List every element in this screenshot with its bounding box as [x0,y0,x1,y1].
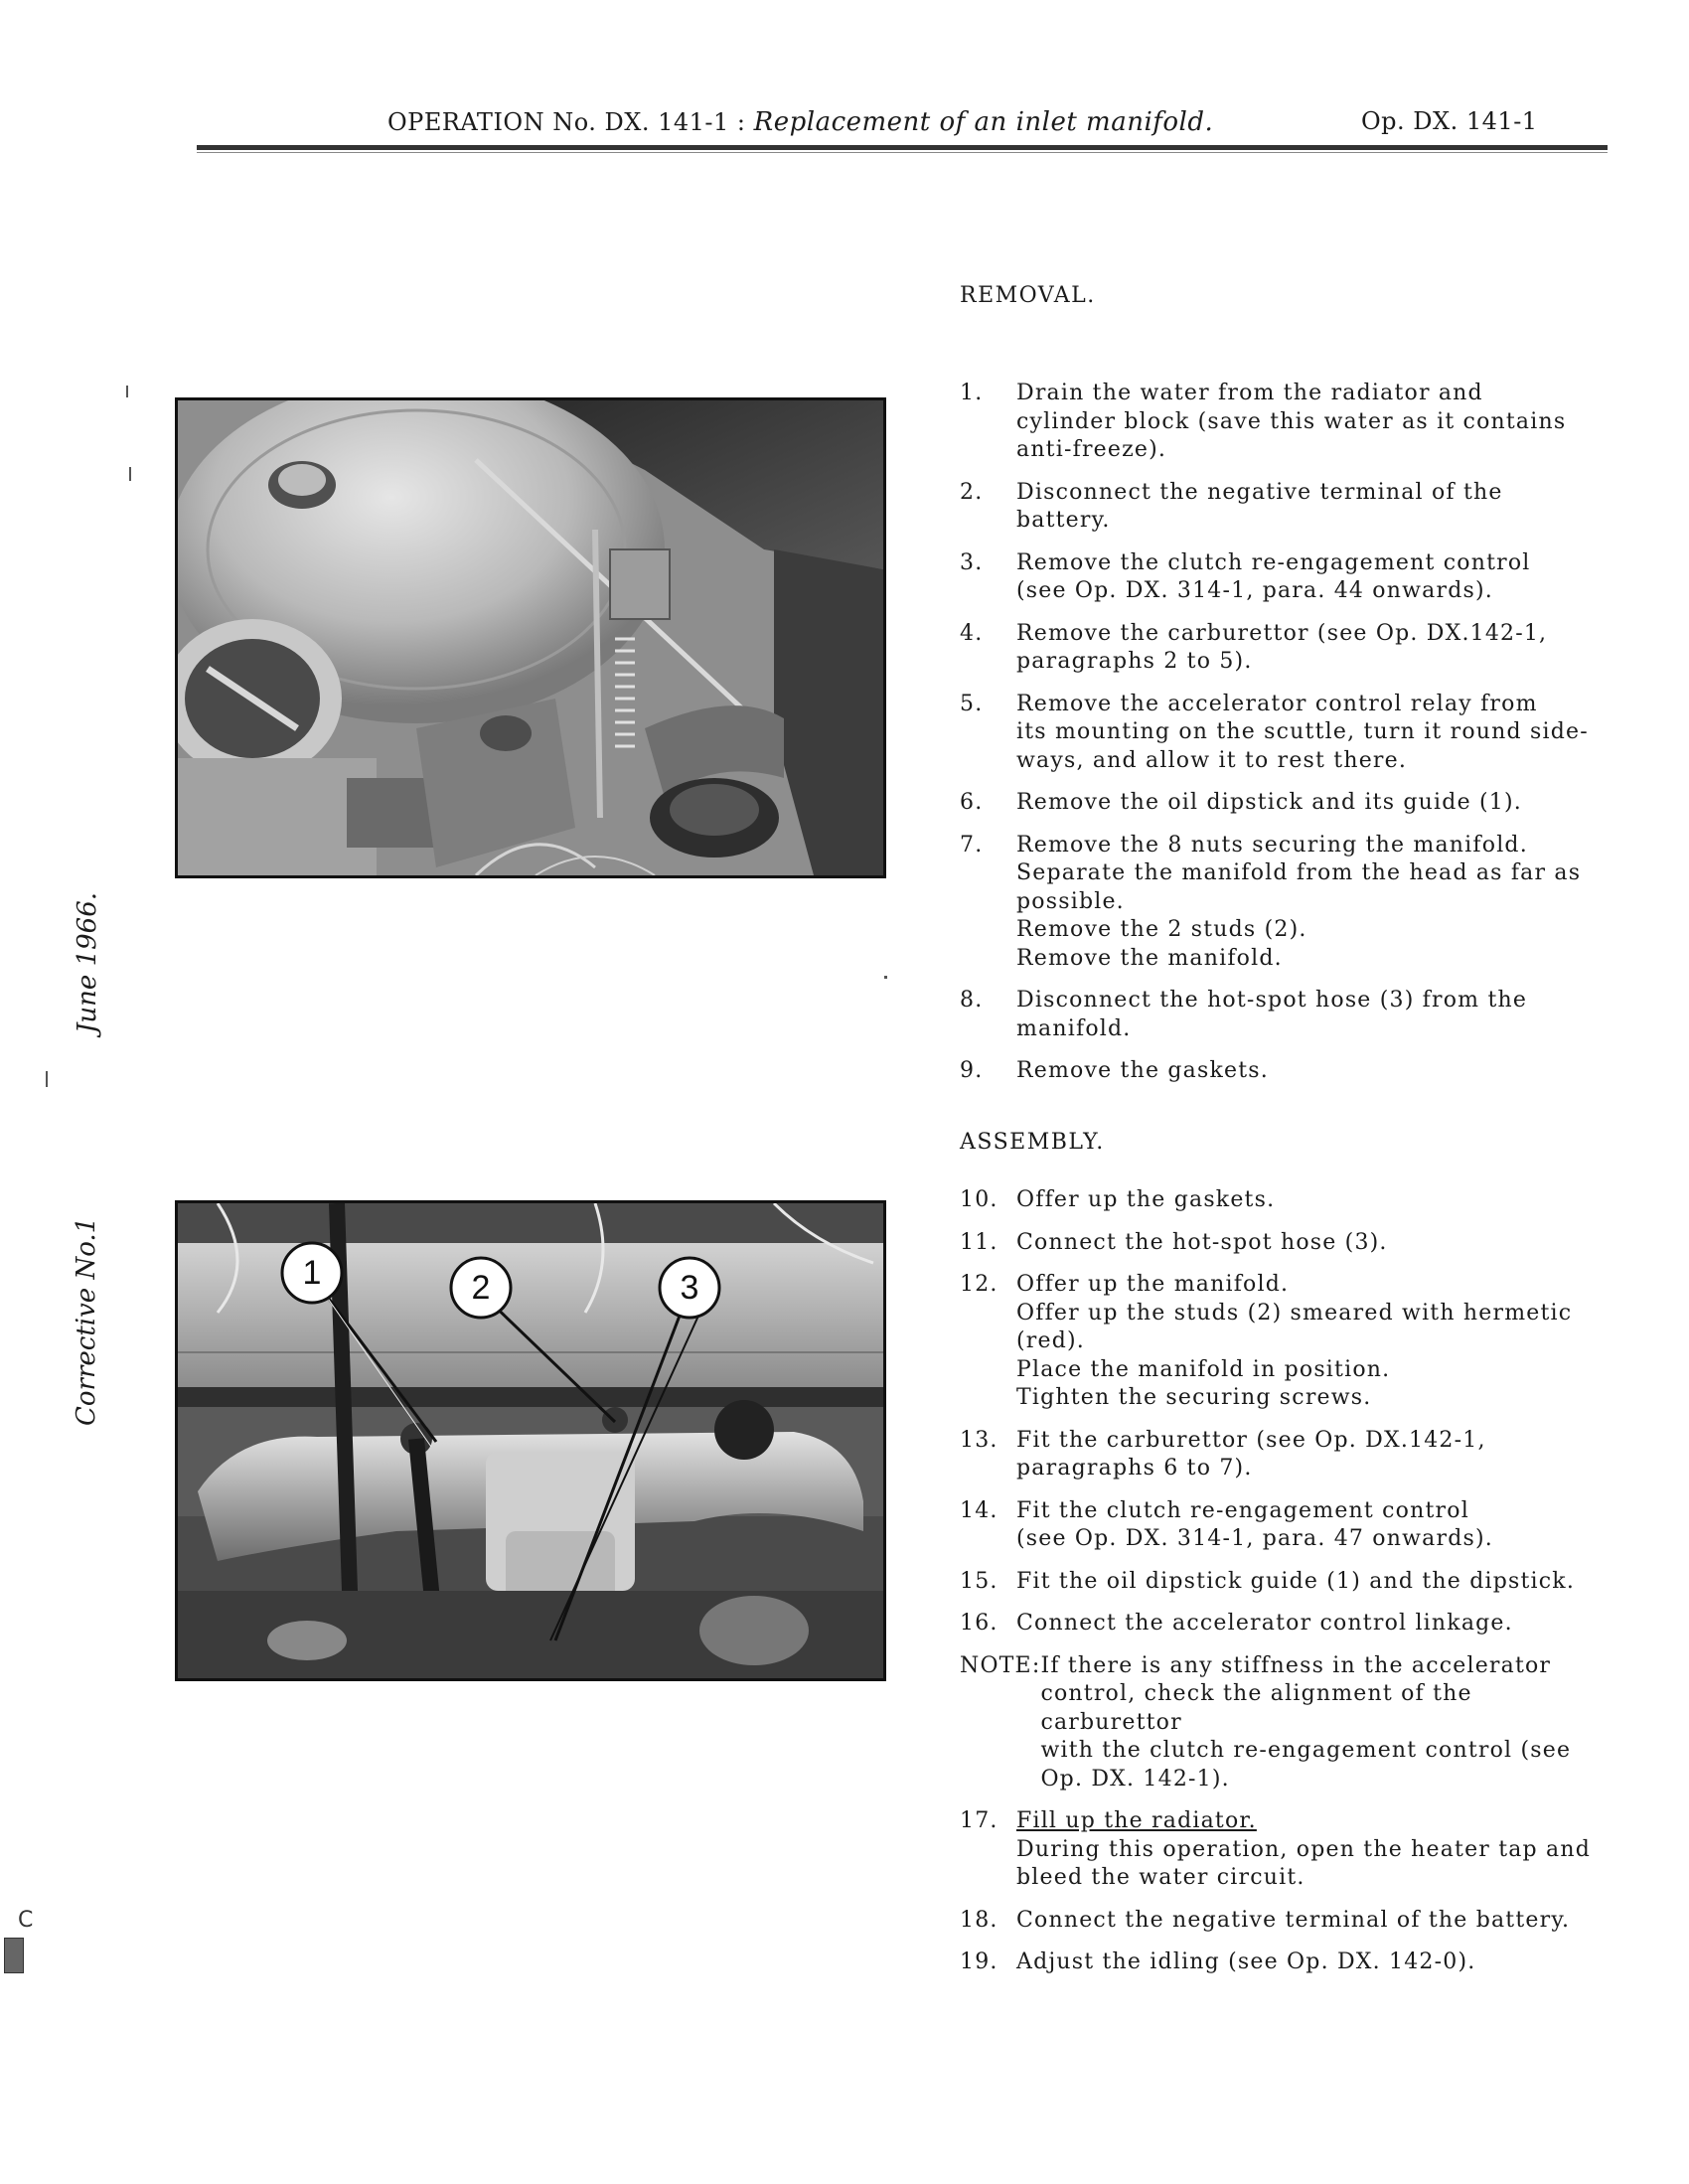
step-number: 13. [960,1427,998,1453]
step-item [960,1271,1615,1413]
removal-steps [960,380,1615,1100]
step-item [960,1427,1615,1483]
step-text: Remove the carburettor (see Op. DX.142-1, paragraphs 2 to 5). [1016,620,1548,674]
stray-mark [46,1071,48,1087]
step-text: Offer up the gaskets. [1016,1187,1276,1212]
operation-title: Replacement of an inlet manifold. [753,107,1214,137]
step-item [960,1186,1615,1215]
stray-mark [129,467,131,481]
step-text: Offer up the manifold. Offer up the studs (2) smeared with hermetic (red). Place the manifold in position. Tighten the securing screws. [1016,1272,1573,1410]
step-text: Remove the accelerator control relay from its mounting on the scuttle, turn it round side- ways, and allow it to rest there. [1016,691,1589,773]
step-number: 11. [960,1229,998,1255]
step-number: 10. [960,1187,998,1212]
header-op-ref: Op. DX. 141-1 [1361,107,1538,135]
callout-1 [282,1243,342,1303]
corner-block [4,1938,24,1973]
step-number: 15. [960,1568,998,1594]
step-item [960,832,1615,974]
header-rule [197,145,1608,150]
engine-photo-assembly [175,1200,886,1681]
step-text: Fit the clutch re-engagement control (see Op. DX. 314-1, para. 47 onwards). [1016,1497,1493,1551]
stray-mark [884,976,887,979]
step-number: 3. [960,549,984,575]
step-number: 9. [960,1058,984,1083]
step-number: 7. [960,832,984,858]
step-number: 4. [960,620,984,646]
section-title-removal: REMOVAL. [960,283,1096,308]
callout-2 [451,1258,511,1318]
step-item [960,479,1615,536]
step-number: 17. [960,1808,998,1833]
step-text: Connect the accelerator control linkage. [1016,1611,1513,1636]
header-operation [387,107,1213,137]
step-number: 16. [960,1611,998,1636]
assembly-steps [960,1186,1615,1991]
step-number: 1. [960,381,984,405]
step-item [960,1949,1615,1977]
step-text-underlined: Fill up the radiator. [1016,1808,1257,1833]
step-text: Remove the clutch re-engagement control (see Op. DX. 314-1, para. 44 onwards). [1016,549,1531,603]
step-number: 2. [960,479,984,505]
header-rule-thin [197,152,1608,153]
step-item [960,789,1615,818]
step-number: 14. [960,1497,998,1523]
step-text: Drain the water from the radiator and cylinder block (save this water as it contains anti-freeze). [1016,381,1567,462]
section-title-assembly: ASSEMBLY. [960,1130,1105,1155]
step-text: Disconnect the negative terminal of the battery. [1016,479,1503,533]
step-item [960,987,1615,1043]
step-number: 5. [960,691,984,716]
step-number: 6. [960,790,984,815]
note-block [960,1652,1615,1794]
step-text: Connect the hot-spot hose (3). [1016,1229,1388,1255]
step-text: Adjust the idling (see Op. DX. 142-0). [1016,1950,1476,1974]
step-text: Disconnect the hot-spot hose (3) from the manifold. [1016,988,1528,1041]
note-text: If there is any stiffness in the accelerator control, check the alignment of the carburettor with the clutch re-engagement control (see Op. DX. 142-1). [1040,1652,1572,1792]
step-text: Remove the gaskets. [1016,1058,1269,1083]
callout-3 [660,1258,719,1318]
corner-mark: C [18,1908,34,1933]
step-item [960,1807,1615,1893]
step-text: Remove the oil dipstick and its guide (1). [1016,790,1522,815]
step-item [960,1907,1615,1936]
step-text-rest: During this operation, open the heater tap and bleed the water circuit. [1016,1836,1592,1890]
step-item [960,1568,1615,1597]
operation-label: OPERATION No. DX. 141-1 : [387,108,746,136]
step-item [960,549,1615,606]
note-label: NOTE: [960,1652,1041,1678]
step-text: Remove the 8 nuts securing the manifold. Separate the manifold from the head as far as possible. Remove the 2 studs (2). Remove the manifold. [1016,832,1582,971]
engine-photo-removal-drawing [178,400,883,875]
stray-mark [126,386,128,397]
step-item [960,1610,1615,1638]
engine-photo-removal [175,397,886,878]
callout-2-label: 2 [471,1269,491,1307]
step-item [960,691,1615,776]
margin-corrective: Corrective No.1 [72,1216,101,1426]
step-number: 12. [960,1272,998,1297]
step-text: Fit the oil dipstick guide (1) and the dipstick. [1016,1568,1576,1594]
step-number: 19. [960,1950,998,1974]
step-number: 8. [960,988,984,1013]
step-text: Connect the negative terminal of the battery. [1016,1907,1571,1933]
callout-3-label: 3 [680,1269,699,1307]
margin-date: June 1966. [73,892,102,1033]
step-item [960,1497,1615,1554]
step-item [960,1057,1615,1086]
step-text: Fit the carburettor (see Op. DX.142-1, paragraphs 6 to 7). [1016,1427,1486,1481]
step-number: 18. [960,1907,998,1933]
step-item [960,620,1615,677]
step-item [960,380,1615,465]
step-text [1016,1807,1615,1893]
step-item [960,1229,1615,1258]
engine-photo-assembly-drawing [178,1203,883,1678]
callout-1-label: 1 [302,1254,322,1292]
